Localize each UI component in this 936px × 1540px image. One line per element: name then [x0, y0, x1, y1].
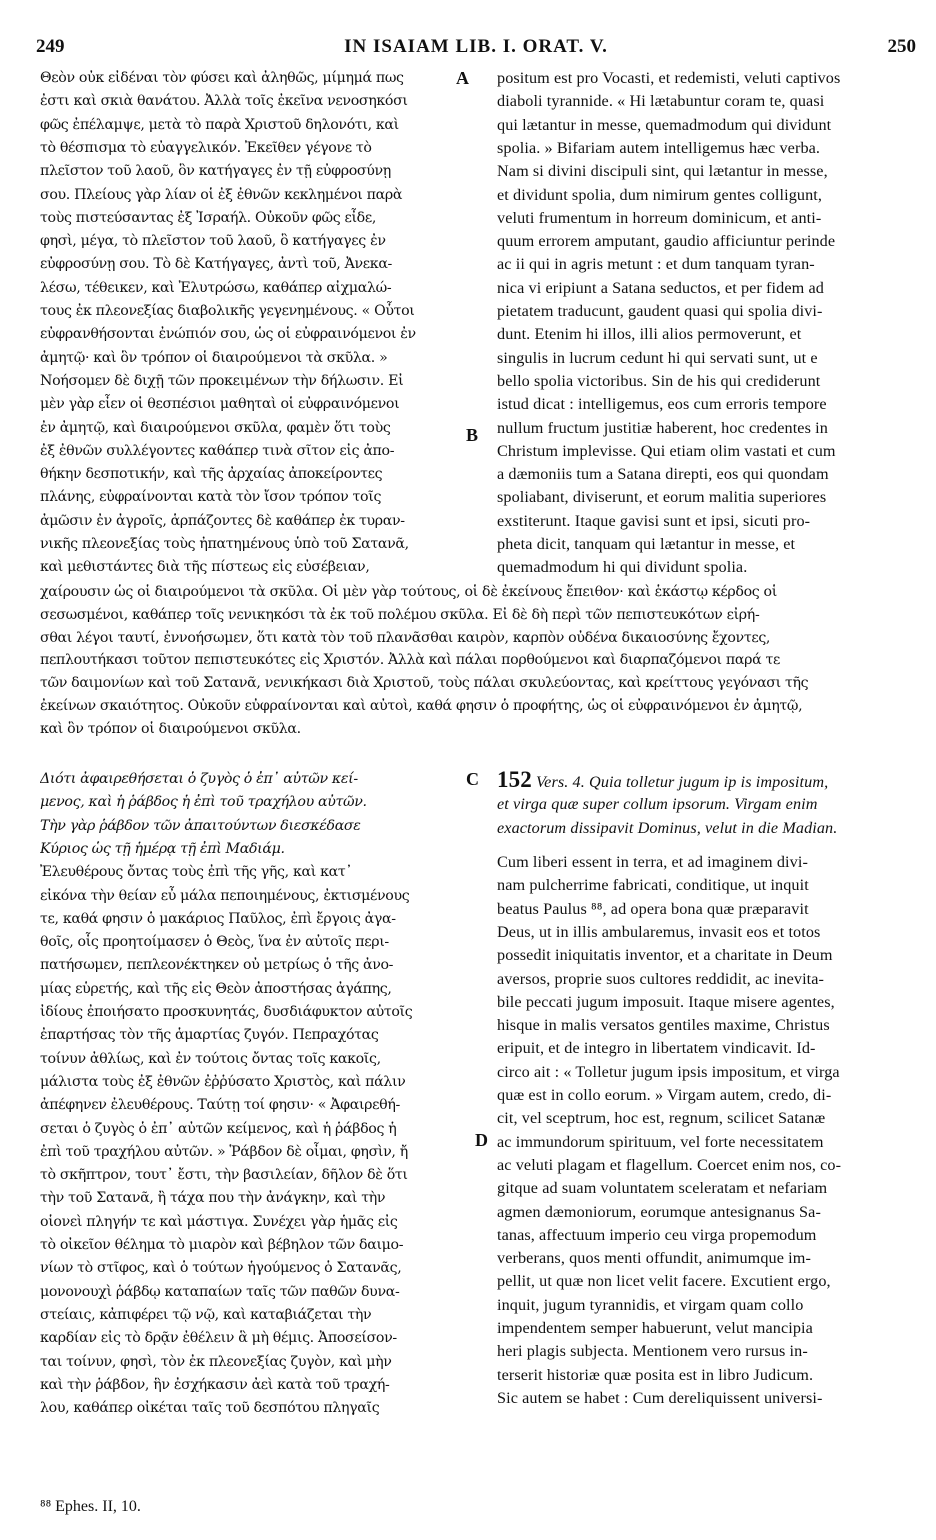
- greek-text-line: ται τοίνυν, φησὶ, τὸν ἐκ πλεονεξίας ζυγὸν, καὶ μὴν: [40, 1353, 392, 1370]
- latin-text-line: ac ii qui in agris metunt : et dum tanquam tyran-: [497, 255, 815, 274]
- greek-text-line: καὶ τὴν ῥάβδον, ἣν ἐσχήκασιν ἀεὶ κατὰ τοῦ τραχή-: [40, 1376, 390, 1393]
- page-number-left: 249: [36, 36, 65, 57]
- latin-text-line: nam pulcherrime fabricati, conditique, ut inquit: [497, 876, 809, 895]
- greek-text-line: στείαις, κἀπιφέρει τῷ νῷ, καὶ καταβιάζεται τὴν: [40, 1306, 372, 1323]
- latin-text-line: pheta dicit, tanquam qui lætantur in messe, et: [497, 535, 796, 553]
- greek-text-line: νικῆς πλεονεξίας τοὺς ἠπατημένους ὑπὸ τοῦ Σατανᾶ,: [40, 536, 409, 552]
- latin-text-line: spoliabant, diviserunt, et eorum malitia superiores: [497, 488, 827, 507]
- greek-text-line: τὸ θέσπισμα τὸ εὐαγγελικόν. Ἐκεῖθεν γέγονε τὸ: [40, 139, 372, 156]
- latin-text-line: gitque ad suam voluntatem sceleratam et nefariam: [497, 1179, 828, 1198]
- latin-text-line: agmen dæmoniorum, eorumque antesignanus Sa-: [497, 1202, 821, 1221]
- greek-text-line: ἀμητῷ· καὶ ὃν τρόπον οἱ διαιρούμενοι τὰ σκῦλα. »: [40, 349, 388, 366]
- greek-text-line: λου, καθάπερ οἰκέται ταῖς τοῦ δεσπότου πληγαῖς: [40, 1400, 380, 1417]
- latin-text-line: spolia. » Bifariam autem intelligemus hæc verba.: [497, 138, 821, 157]
- latin-text-line: exstiterunt. Itaque gavisi sunt et ipsi, sicuti pro-: [497, 511, 811, 530]
- latin-text-line: eripuit, et de integro in libertatem vindicavit. Id-: [497, 1039, 816, 1058]
- latin-text-line: terserit historiæ quæ posita est in libro Judicum.: [497, 1365, 814, 1384]
- latin-text-line: qui lætantur in messe, quemadmodum qui dividunt: [497, 115, 832, 134]
- greek-text-line: πλεῖστον τοῦ λαοῦ, ὃν κατήγαγες ἐν τῇ εὐφροσύνῃ: [40, 163, 391, 180]
- latin-text-line: pellit, ut quæ non licet velit facere. Excutient ergo,: [497, 1272, 831, 1291]
- latin-text-line: nullum fructum justitiæ haberent, hoc credentes in: [497, 418, 828, 437]
- latin-text-line: tanas, affectuum imperio ceu virga propemodum: [497, 1225, 817, 1244]
- margin-marker-d: D: [475, 1130, 488, 1150]
- latin-text-line: quemadmodum hi qui dividunt spolia.: [497, 558, 748, 577]
- latin-text-line: verberans, quos menti offundit, animumque im-: [497, 1249, 811, 1268]
- greek-text-line: καὶ ὃν τρόπον οἱ διαιρούμενοι σκῦλα.: [40, 720, 301, 737]
- latin-text-line: Sic autem se habet : Cum dereliquissent universi-: [497, 1388, 823, 1407]
- greek-text-line: χαίρουσιν ὡς οἱ διαιρούμενοι τὰ σκῦλα. Οἱ μὲν γὰρ τούτους, οἱ δὲ ἐκείνους ἔπειθον· καὶ ἑκάστῳ κέρδος οἱ: [40, 584, 777, 600]
- greek-text-line: σεται ὁ ζυγὸς ὁ ἐπ᾿ αὐτῶν κείμενος, καὶ ἡ ῥάβδος ἡ: [40, 1120, 397, 1137]
- latin-text-line: istud dicat : intelligemus, eos cum erroris tempore: [497, 395, 827, 414]
- verse-heading-line-1: [497, 768, 915, 792]
- greek-text-line: εὐφρανθήσονται ἐνώπιόν σου, ὡς οἱ εὐφραινόμενοι ἐν: [40, 326, 416, 343]
- greek-text-line: Θεὸν οὐκ εἰδέναι τὸν φύσει καὶ ἀληθῶς, μίμημά πως: [40, 70, 404, 86]
- greek-text-line: ἰδίους ἐποιήσατο προσκυνητάς, δυσδιάφυκτον αὐτοῖς: [40, 1004, 413, 1020]
- greek-text-line: μίας εὑρετής, καὶ τῆς εἰς Θεὸν ἀποστήσας ἀγάπης,: [40, 980, 392, 997]
- greek-text-line: εἰκόνα τὴν θείαν εὖ μάλα πεποιημένους, ἐκτισμένους: [40, 887, 410, 904]
- latin-text-line: Nam si divini discipuli sint, qui lætantur in messe,: [497, 162, 828, 181]
- greek-text-line: πλάνης, εὐφραίνονται κατὰ τὸν ἴσον τρόπον τοῖς: [40, 489, 382, 506]
- latin-text-line: pietatem traducunt, gaudent quasi qui spolia divi-: [497, 302, 823, 320]
- greek-text-line: θήκην δεσποτικήν, καὶ τῆς ἀρχαίας ἀποκείροντες: [40, 466, 383, 483]
- greek-text-line: Κύριος ὡς τῇ ἡμέρᾳ τῇ ἐπὶ Μαδιάμ.: [40, 840, 285, 857]
- latin-text-line: positum est pro Vocasti, et redemisti, veluti captivos: [497, 69, 841, 87]
- greek-text-line: ἐν ἀμητῷ, καὶ διαιρούμενοι σκῦλα, φαμὲν ὅτι τοὺς: [40, 419, 391, 436]
- greek-text-line: εὐφροσύνῃ σου. Τὸ δὲ Κατήγαγες, ἀντὶ τοῦ, Ἀνεκα-: [40, 256, 392, 273]
- greek-text-line: οἱονεὶ πληγήν τε καὶ μάστιγα. Συνέχει γὰρ ἡμᾶς εἰς: [40, 1213, 398, 1230]
- greek-text-line: ἐξ ἐθνῶν συλλέγοντες καθάπερ τινὰ σῖτον εἰς ἀπο-: [40, 442, 395, 459]
- latin-text-line: veluti frumentum in horreum dominicum, et anti-: [497, 208, 822, 227]
- latin-text-line: bile peccati jugum imposuit. Itaque misere agentes,: [497, 992, 835, 1011]
- greek-text-line: ἐκείνων σκαιότητος. Οὐκοῦν εὐφραίνονται καὶ αὐτοὶ, καθά φησιν ὁ προφήτης, ὡς οἱ εὐφραινόμενοι ἐν ἀμητῷ,: [40, 698, 803, 714]
- margin-marker-c: C: [466, 769, 479, 789]
- section-number: 152: [497, 768, 532, 792]
- greek-text-line: σου. Πλείους γὰρ λίαν οἱ ἐξ ἐθνῶν κεκλημένοι παρὰ: [40, 186, 403, 203]
- latin-text-line: circo ait : « Tolletur jugum ipsis impositum, et virga: [497, 1062, 840, 1081]
- latin-text-line: heri plagis subjecta. Mentionem vero rursus in-: [497, 1342, 808, 1361]
- verse-heading-line-2: et virga quæ super collum ipsorum. Virgam enim: [497, 795, 818, 813]
- greek-text-line: μονονουχὶ ῥάβδῳ καταπαίων ταῖς τῶν παθῶν δυνα-: [40, 1283, 400, 1300]
- greek-text-line: τους ἐκ πλεονεξίας διαβολικῆς γεγενημένους. « Οὗτοι: [40, 303, 415, 319]
- latin-text-line: nica vi eripiunt a Satana seductos, et per fidem ad: [497, 278, 824, 297]
- greek-text-line: πεπλουτήκασι τοῦτον πεπιστευκότες εἰς Χριστόν. Ἀλλὰ καὶ πάλαι πορθούμενοι καὶ διαρπαζόμενοι παρά τε: [40, 652, 780, 669]
- greek-text-line: Ἐλευθέρους ὄντας τοὺς ἐπὶ τῆς γῆς, καὶ κατ᾿: [40, 864, 353, 881]
- greek-text-line: τε, καθά φησιν ὁ μακάριος Παῦλος, ἐπὶ ἔργοις ἀγα-: [40, 910, 396, 927]
- greek-text-line: τὸ οἰκεῖον θέλημα τὸ μιαρὸν καὶ βέβηλον τῶν δαιμο-: [40, 1237, 404, 1253]
- greek-text-line: μενος, καὶ ἡ ῥάβδος ἡ ἐπὶ τοῦ τραχήλου αὐτῶν.: [40, 794, 367, 811]
- greek-text-line: μὲν γὰρ εἶεν οἱ θεσπέσιοι μαθηταὶ οἱ εὐφραινόμενοι: [40, 396, 400, 413]
- greek-text-line: φησὶ, μέγα, τὸ πλεῖστον τοῦ λαοῦ, ὃ κατήγαγες ἐν: [40, 233, 386, 250]
- greek-text-line: λέσω, τέθεικεν, καὶ Ἐλυτρώσω, καθάπερ αἰχμαλώ-: [40, 279, 392, 296]
- latin-text-line: quum errorem amputant, gaudio afficiuntur perinde: [497, 232, 836, 251]
- greek-text-line: ἐστι καὶ σκιὰ θανάτου. Ἀλλὰ τοῖς ἐκεῖνα νενοσηκόσι: [40, 93, 408, 110]
- greek-text-line: ἀπέφηνεν ἐλευθέρους. Ταύτῃ τοί φησιν· « Ἀφαιρεθή-: [40, 1097, 400, 1114]
- greek-text-line: σθαι λέγοι ταυτί, ἐννοήσωμεν, ὅτι κατὰ τὸν τοῦ πλανᾶσθαι καιρὸν, καρπὸν οὐδένα δικαιοσύνης ἔχοντες,: [40, 629, 771, 646]
- running-header: [36, 36, 916, 62]
- greek-text-line: ἀμῶσιν ἐν ἀγροῖς, ἁρπάζοντες δὲ καθάπερ ἐκ τυραν-: [40, 512, 405, 529]
- latin-text-line: Christum implevisse. Qui etiam olim vastati et cum: [497, 441, 836, 460]
- latin-text-line: quæ est in collo eorum. » Virgam autem, credo, di-: [497, 1086, 832, 1104]
- greek-text-line: σεσωσμένοι, καθάπερ τοῖς νενικηκόσι τὰ ἐκ τοῦ πολέμου σκῦλα. Εἰ δὲ δὴ περὶ τῶν πεπιστευκότων εἰρή-: [40, 606, 760, 623]
- latin-text-line: beatus Paulus ⁸⁸, ad opera bona quæ præparavit: [497, 899, 809, 918]
- greek-text-line: τὸ σκῆπτρον, τουτ᾿ ἔστι, τὴν βασιλείαν, δῆλον δὲ ὅτι: [40, 1167, 408, 1184]
- latin-text-line: possedit iniquitatis inventor, et a charitate in Deum: [497, 946, 833, 965]
- latin-text-line: singulis in lucrum cedunt hi qui servati sunt, ut e: [497, 348, 818, 367]
- latin-text-line: dunt. Etenim hi illos, illi alios permoverunt, et: [497, 325, 802, 344]
- greek-text-line: ἐπαρτήσας τὸν τῆς ἁμαρτίας ζυγόν. Πεπραχότας: [40, 1027, 379, 1044]
- latin-text-line: aversos, proprie suos cultores reddidit, ac inevita-: [497, 969, 825, 988]
- greek-text-line: καὶ μεθιστάντες διὰ τῆς πίστεως εἰς εὐσέβειαν,: [40, 559, 370, 576]
- latin-text-line: diaboli tyrannide. « Hi lætabuntur coram te, quasi: [497, 92, 825, 111]
- greek-text-line: τοὺς πιστεύσαντας ἐξ Ἰσραήλ. Οὐκοῦν φῶς εἶδε,: [40, 209, 377, 226]
- latin-text-line: cit, vel sceptrum, hoc est, regnum, scilicet Satanæ: [497, 1109, 826, 1128]
- greek-text-line: Νοήσομεν δὲ διχῇ τῶν προκειμένων τὴν δήλωσιν. Εἰ: [40, 372, 404, 389]
- greek-text-line: πατήσωμεν, πεπλεονέκτηκεν οὐ μετρίως ὁ τῆς ἀνο-: [40, 957, 394, 974]
- greek-text-line: Διότι ἀφαιρεθήσεται ὁ ζυγὸς ὁ ἐπ᾿ αὐτῶν κεί-: [40, 771, 358, 787]
- margin-marker-b: B: [466, 425, 479, 445]
- latin-text-line: Deus, ut in illis ambularemus, invasit eos et totos: [497, 922, 821, 941]
- verse-heading-text: Vers. 4. Quia tolletur jugum ip is impositum,: [535, 773, 829, 791]
- footnote: ⁸⁸ Ephes. II, 10.: [40, 1498, 141, 1515]
- greek-text-line: τὴν τοῦ Σατανᾶ, ἢ τάχα που τὴν ἀνάγκην, καὶ τὴν: [40, 1190, 386, 1207]
- greek-text-line: τῶν δαιμονίων καὶ τοῦ Σατανᾶ, νενικήκασι διὰ Χριστοῦ, τοὺς πάλαι σκυλεύοντας, καὶ κρείττους γεγόνασι τῆς: [40, 675, 809, 692]
- latin-text-line: ac veluti plagam et flagellum. Coercet enim nos, co-: [497, 1155, 842, 1174]
- page-number-right: 250: [887, 36, 916, 57]
- latin-text-line: impendentem semper habuerunt, velut mancipia: [497, 1319, 813, 1337]
- greek-text-line: ἐπὶ τοῦ τραχήλου αὐτῶν. » Ῥάβδον δὲ οἶμαι, φησὶν, ἤ: [40, 1143, 408, 1160]
- latin-text-line: a dæmoniis tum a Satana direpti, eos qui quondam: [497, 465, 829, 484]
- latin-text-line: bello spolia victoribus. Sin de his qui crediderunt: [497, 371, 821, 390]
- running-title: IN ISAIAM LIB. I. ORAT. V.: [344, 36, 608, 57]
- latin-text-line: Cum liberi essent in terra, et ad imaginem divi-: [497, 853, 808, 871]
- greek-text-line: τοίνυν ἀθλίως, καὶ ἐν τούτοις ὄντας τοῖς κακοῖς,: [40, 1050, 381, 1067]
- latin-text-line: ac immundorum spirituum, vel forte necessitatem: [497, 1132, 824, 1151]
- latin-text-line: inquit, jugum tyrannidis, et virgam quam collo: [497, 1295, 804, 1314]
- margin-marker-a: A: [456, 68, 469, 88]
- latin-text-line: hisque in malis versatos gentiles maxime, Christus: [497, 1016, 830, 1035]
- greek-text-line: Τὴν γὰρ ῥάβδον τῶν ἀπαιτούντων διεσκέδασε: [40, 817, 361, 834]
- greek-text-line: νίων τὸ στῖφος, καὶ ὁ τούτων ἡγούμενος ὁ Σατανᾶς,: [40, 1260, 402, 1277]
- greek-text-line: μάλιστα τοὺς ἐξ ἐθνῶν ἐῤῥύσατο Χριστὸς, καὶ πάλιν: [40, 1073, 406, 1090]
- latin-text-line: et dividunt spolia, dum nimirum gentes colligunt,: [497, 185, 823, 204]
- greek-text-line: φῶς ἐπέλαμψε, μετὰ τὸ παρὰ Χριστοῦ δηλονότι, καὶ: [40, 116, 399, 133]
- greek-text-line: καρδίαν εἰς τὸ δρᾷν ἐθέλειν ἃ μὴ θέμις. Ἀποσείσον-: [40, 1330, 397, 1347]
- verse-heading-line-3: exactorum dissipavit Dominus, velut in die Madian.: [497, 819, 838, 837]
- greek-text-line: θοῖς, οἷς προητοίμασεν ὁ Θεὸς, ἵνα ἐν αὐτοῖς περι-: [40, 934, 389, 951]
